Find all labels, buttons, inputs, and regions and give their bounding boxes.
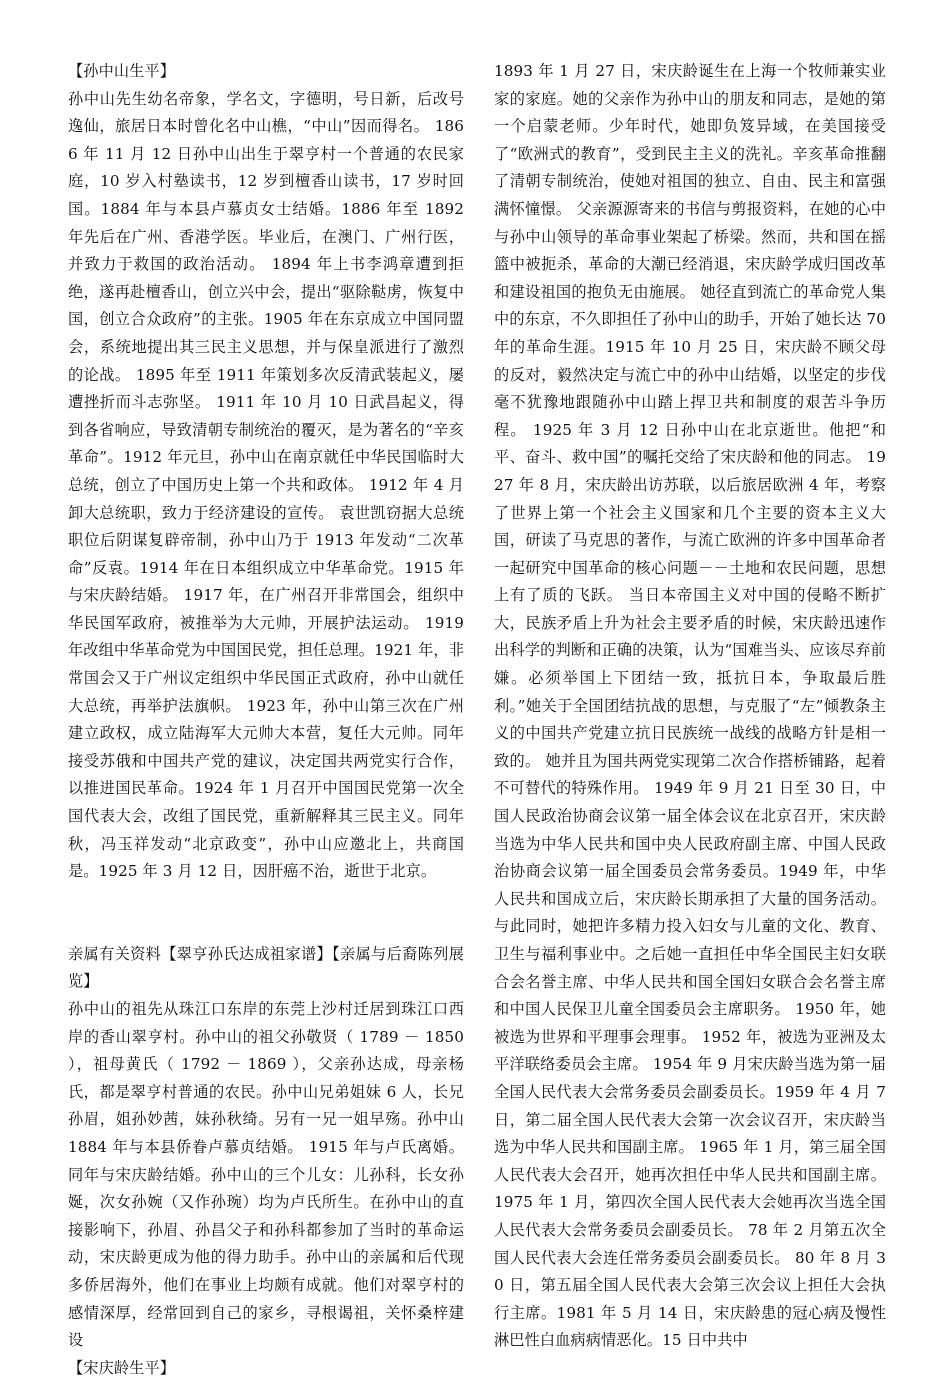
- song-qingling-biography-heading: 【宋庆龄生平】: [68, 1358, 176, 1377]
- left-column: [68, 58, 464, 1382]
- song-qingling-biography-text: 1893 年 1 月 27 日，宋庆龄诞生在上海一个牧师兼实业家的家庭。她的父亲作为孙中山的朋友和同志，是她的第一个启蒙老师。少年时代，她即负笈异域，在美国接受了“欧洲式的教育”，受到民主主义的洗礼。辛亥革命推翻了清朝专制统治，使她对祖国的独立、自由、民主和富强满怀憧憬。 父亲源源寄来的书信与剪报资料，在她的心中与孙中山领导的革命事业架起了桥梁。然而，共和国在摇篮中被扼杀，革命的大潮已经消退，宋庆龄学成归国改革和建设祖国的抱负无由施展。 她径直到流亡的革命党人集中的东京，不久即担任了孙中山的助手，开始了她长达 70 年的革命生涯。1915 年 10 月 25 日，宋庆龄不顾父母的反对，毅然决定与流亡中的孙中山结婚，以坚定的步伐毫不犹豫地跟随孙中山踏上捍卫共和制度的艰苦斗争历程。 1925 年 3 月 12 日孙中山在北京逝世。他把“和平、奋斗、救中国”的嘱托交给了宋庆龄和他的同志。 1927 年 8 月，宋庆龄出访苏联，以后旅居欧洲 4 年，考察了世界上第一个社会主义国家和几个主要的资本主义大国，研读了马克思的著作，与流亡欧洲的许多中国革命者一起研究中国革命的核心问题－－土地和农民问题，思想上有了质的飞跃。 当日本帝国主义对中国的侵略不断扩大，民族矛盾上升为社会主要矛盾的时候，宋庆龄迅速作出科学的判断和正确的决策，认为“国难当头、应该尽弃前嫌。必须举国上下团结一致，抵抗日本，争取最后胜利。”她关于全国团结抗战的思想，与克服了“左”倾教条主义的中国共产党建立抗日民族统一战线的战略方针是相一致的。 她并且为国共两党实现第二次合作搭桥铺路，起着不可替代的特殊作用。 1949 年 9 月 21 日至 30 日，中国人民政治协商会议第一届全体会议在北京召开，宋庆龄当选为中华人民共和国中央人民政府副主席、中国人民政治协商会议第一届全国委员会常务委员。1949 年，中华人民共和国成立后，宋庆龄长期承担了大量的国务活动。与此同时，她把许多精力投入妇女与儿童的文化、教育、卫生与福利事业中。之后她一直担任中华全国民主妇女联合会名誉主席、中华人民共和国全国妇女联合会名誉主席和中国人民保卫儿童全国委员会主席职务。 1950 年，她被选为世界和平理事会理事。 1952 年，被选为亚洲及太平洋联络委员会主席。 1954 年 9 月宋庆龄当选为第一届全国人民代表大会常务委员会副委员长。1959 年 4 月 7 日，第二届全国人民代表大会第一次会议召开，宋庆龄当选为中华人民共和国副主席。 1965 年 1 月，第三届全国人民代表大会召开，她再次担任中华人民共和国副主席。 1975 年 1 月，第四次全国人民代表大会她再次当选全国人民代表大会常务委员会副委员长。 78 年 2 月第五次全国人民代表大会连任常务委员会副委员长。 80 年 8 月 30 日，第五届全国人民代表大会第三次会议上担任大会执行主席。1981 年 5 月 14 日，宋庆龄患的冠心病及慢性淋巴性白血病病情恶化。15 日中共中: [494, 62, 886, 1350]
- relatives-section-heading: 亲属有关资料【翠亨孙氏达成祖家谱】【亲属与后裔陈列展览】: [68, 944, 464, 991]
- sun-zhongshan-biography-text: 孙中山先生幼名帝象，学名文，字德明，号日新，后改号逸仙，旅居日本时曾化名中山樵，“中山”因而得名。 1866 年 11 月 12 日孙中山出生于翠亨村一个普通的农民家庭，10 岁入村塾读书，12 岁到檀香山读书，17 岁时回国。1884 年与本县卢慕贞女士结婚。1886 年至 1892 年先后在广州、香港学医。毕业后，在澳门、广州行医，并致力于救国的政治活动。 1894 年上书李鸿章遭到拒绝，遂再赴檀香山，创立兴中会，提出“驱除鞑虏，恢复中国，创立合众政府”的主张。1905 年在东京成立中国同盟会，系统地提出其三民主义思想，并与保皇派进行了激烈的论战。 1895 年至 1911 年策划多次反清武装起义，屡遭挫折而斗志弥坚。 1911 年 10 月 10 日武昌起义，得到各省响应，导致清朝专制统治的覆灭，是为著名的“辛亥革命”。1912 年元旦，孙中山在南京就任中华民国临时大总统，创立了中国历史上第一个共和政体。 1912 年 4 月卸大总统职，致力于经济建设的宣传。 袁世凯窃据大总统职位后阴谋复辟帝制，孙中山乃于 1913 年发动“二次革命”反袁。1914 年在日本组织成立中华革命党。1915 年与宋庆龄结婚。 1917 年，在广州召开非常国会，组织中华民国军政府，被推举为大元帅，开展护法运动。 1919 年改组中华革命党为中国国民党，担任总理。1921 年，非常国会又于广州议定组织中华民国正式政府，孙中山就任大总统，再举护法旗帜。 1923 年，孙中山第三次在广州建立政权，成立陆海军大元帅大本营，复任大元帅。同年接受苏俄和中国共产党的建议，决定国共两党实行合作，以推进国民革命。1924 年 1 月召开中国国民党第一次全国代表大会，改组了国民党，重新解释其三民主义。同年秋，冯玉祥发动“北京政变”，孙中山应邀北上，共商国是。1925 年 3 月 12 日，因肝癌不治，逝世于北京。: [68, 89, 464, 881]
- section-spacer: [68, 886, 464, 941]
- relatives-section-text: 孙中山的祖先从珠江口东岸的东莞上沙村迁居到珠江口西岸的香山翠亨村。孙中山的祖父孙敬贤（ 1789 － 1850 ），祖母黄氏（ 1792 － 1869 ），父亲孙达成，母亲杨氏，都是翠亨村普通的农民。孙中山兄弟姐妹 6 人，长兄孙眉，姐孙妙茜，妹孙秋绮。另有一兄一姐早殇。孙中山 1884 年与本县侨眷卢慕贞结婚。 1915 年与卢氏离婚。同年与宋庆龄结婚。孙中山的三个儿女：儿孙科，长女孙娫，次女孙婉（又作孙琬）均为卢氏所生。在孙中山的直接影响下，孙眉、孙昌父子和孙科都参加了当时的革命运动，宋庆龄更成为他的得力助手。孙中山的亲属和后代现多侨居海外，他们在事业上均颇有成就。他们对翠亨村的感情深厚，经常回到自己的家乡，寻根谒祖，关怀桑梓建设: [68, 1000, 464, 1350]
- sun-zhongshan-biography-heading: 【孙中山生平】: [68, 62, 176, 80]
- right-column: [494, 58, 886, 1355]
